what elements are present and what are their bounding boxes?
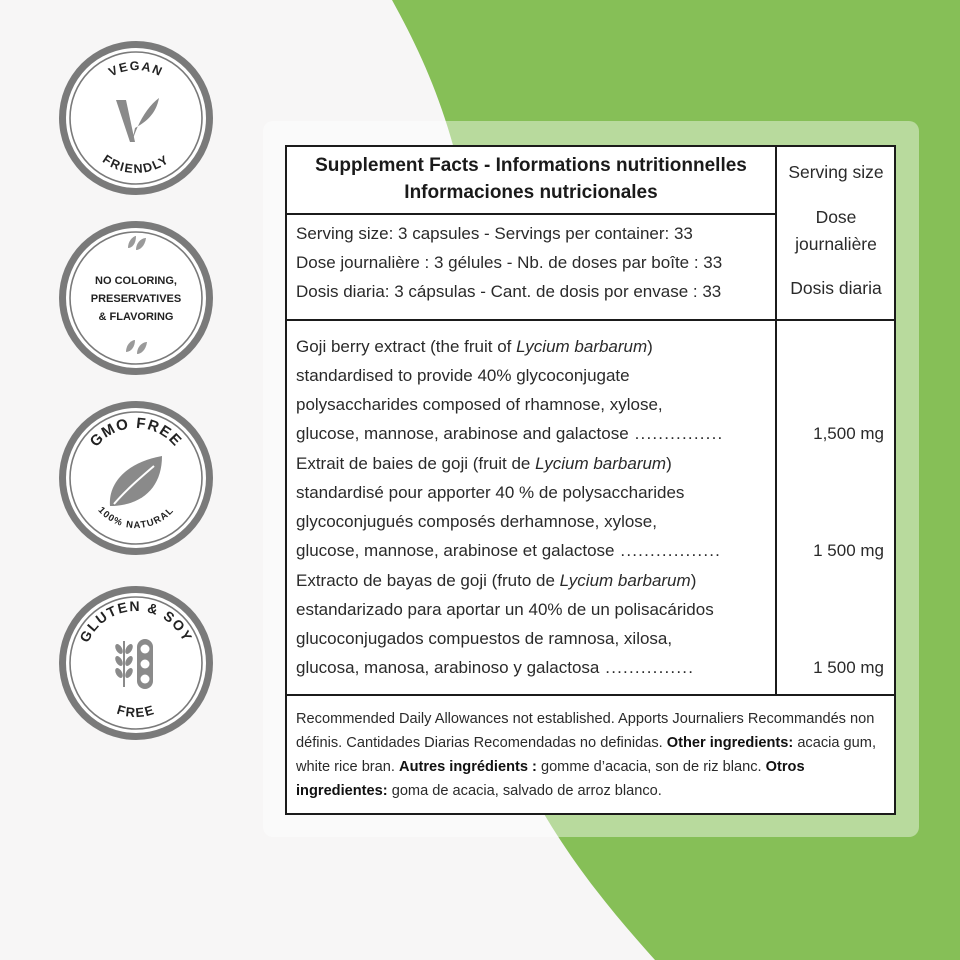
amount-value: 1 500 mg — [813, 658, 884, 677]
ingredient-line: estandarizado para aportar un 40% de un polisacáridos — [296, 600, 714, 619]
autres-ingredients-value: gomme d’acacia, son de riz blanc. — [540, 759, 762, 775]
badge-line: NO COLORING, — [95, 275, 177, 287]
panel-title: Supplement Facts - Informations nutritionnelles — [315, 155, 747, 176]
footnotes — [296, 707, 888, 803]
otros-ingredientes-value: goma de acacia, salvado de arroz blanco. — [391, 783, 662, 799]
column-header-journaliere: journalière — [795, 234, 877, 254]
ingredient-line: Goji berry extract (the fruit of Lycium barbarum) — [296, 337, 653, 356]
badge-top-text: GLUTEN & SOY — [76, 597, 196, 645]
supplement-facts-panel — [285, 145, 896, 815]
ingredient-line: standardisé pour apporter 40 % de polysaccharides — [296, 483, 685, 502]
ingredient-block-es — [296, 566, 886, 682]
ingredient-line: polysaccharides composed of rhamnose, xylose, — [296, 395, 663, 414]
no-coloring-badge — [56, 218, 216, 378]
badge-bottom-text: FREE — [115, 701, 157, 721]
badge-bottom-text: 100% NATURAL — [95, 504, 177, 532]
serving-info-fr: Dose journalière : 3 gélules - Nb. de doses par boîte : 33 — [296, 253, 723, 272]
vegan-friendly-badge — [56, 38, 216, 198]
ingredient-amount-line: glucosa, manosa, arabinoso y galactosa ............... 1 500 mg — [296, 653, 886, 682]
column-header-serving-size: Serving size — [788, 162, 884, 182]
ingredient-block-fr — [296, 449, 886, 565]
autres-ingredients-label: Autres ingrédients : — [399, 759, 537, 775]
gluten-soy-free-badge — [56, 583, 216, 743]
divider — [287, 319, 894, 321]
ingredient-line: glucoconjugados compuestos de ramnosa, xilosa, — [296, 629, 673, 648]
serving-info-en: Serving size: 3 capsules - Servings per container: 33 — [296, 224, 693, 243]
badge-top-text: GMO FREE — [86, 414, 186, 451]
panel-subtitle: Informaciones nutricionales — [404, 182, 658, 203]
otros-ingredientes-label: Otros ingredientes: — [296, 759, 805, 799]
divider — [287, 213, 775, 215]
column-header-dosis-diaria: Dosis diaria — [790, 278, 882, 298]
serving-info-es: Dosis diaria: 3 cápsulas - Cant. de dosis por envase : 33 — [296, 282, 722, 301]
ingredient-line: standardised to provide 40% glycoconjugate — [296, 366, 630, 385]
rda-note: Recommended Daily Allowances not established. Apports Journaliers Recommandés non définis. Cantidades Diarias Recomendadas no definidas. — [296, 711, 875, 751]
column-header-dose: Dose — [815, 207, 857, 227]
gmo-free-badge — [56, 398, 216, 558]
ingredient-amount-line: glucose, mannose, arabinose and galactose ............... 1,500 mg — [296, 419, 886, 448]
ingredient-line: Extrait de baies de goji (fruit de Lycium barbarum) — [296, 454, 672, 473]
badge-line: & FLAVORING — [98, 311, 174, 323]
amount-value: 1,500 mg — [813, 424, 884, 443]
ingredient-line: glycoconjugués composés derhamnose, xylose, — [296, 512, 657, 531]
ingredient-line: Extracto de bayas de goji (fruto de Lycium barbarum) — [296, 571, 697, 590]
other-ingredients-value: acacia gum, white rice bran. — [296, 735, 876, 775]
amount-value: 1 500 mg — [813, 541, 884, 560]
divider — [287, 694, 894, 696]
badge-bottom-text: FRIENDLY — [100, 152, 172, 177]
badge-line: PRESERVATIVES — [90, 293, 182, 305]
ingredient-block-en — [296, 332, 886, 448]
other-ingredients-label: Other ingredients: — [666, 735, 794, 751]
ingredient-amount-line: glucose, mannose, arabinose et galactose ................. 1 500 mg — [296, 536, 886, 565]
badge-top-text: VEGAN — [106, 58, 166, 80]
